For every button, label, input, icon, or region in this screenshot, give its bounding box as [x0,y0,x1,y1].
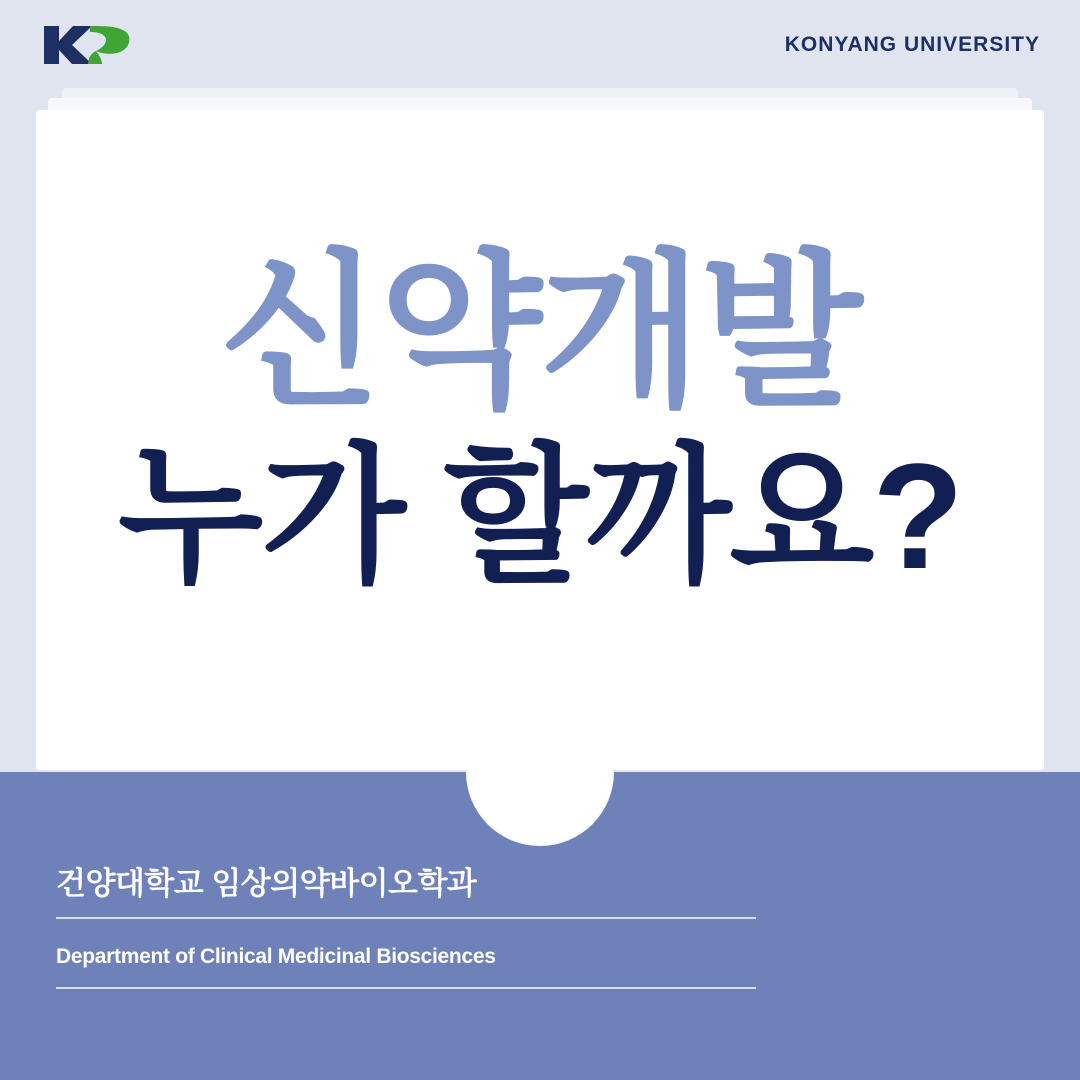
headline-line-1: 신약개발 [219,238,861,427]
department-name-english: Department of Clinical Medicinal Biosciences [56,945,496,968]
headline-block [36,110,1044,770]
headline-line-2: 누가 할까요? [118,432,962,601]
divider-bottom [56,987,756,989]
footer-band [0,772,1080,1080]
university-name: KONYANG UNIVERSITY [784,33,1040,56]
footer-text-block [56,858,756,989]
konyang-ky-logo-icon [40,23,132,67]
header [0,0,1080,90]
department-name-korean: 건양대학교 임상의약바이오학과 [56,866,477,901]
band-notch-decoration [466,770,614,846]
